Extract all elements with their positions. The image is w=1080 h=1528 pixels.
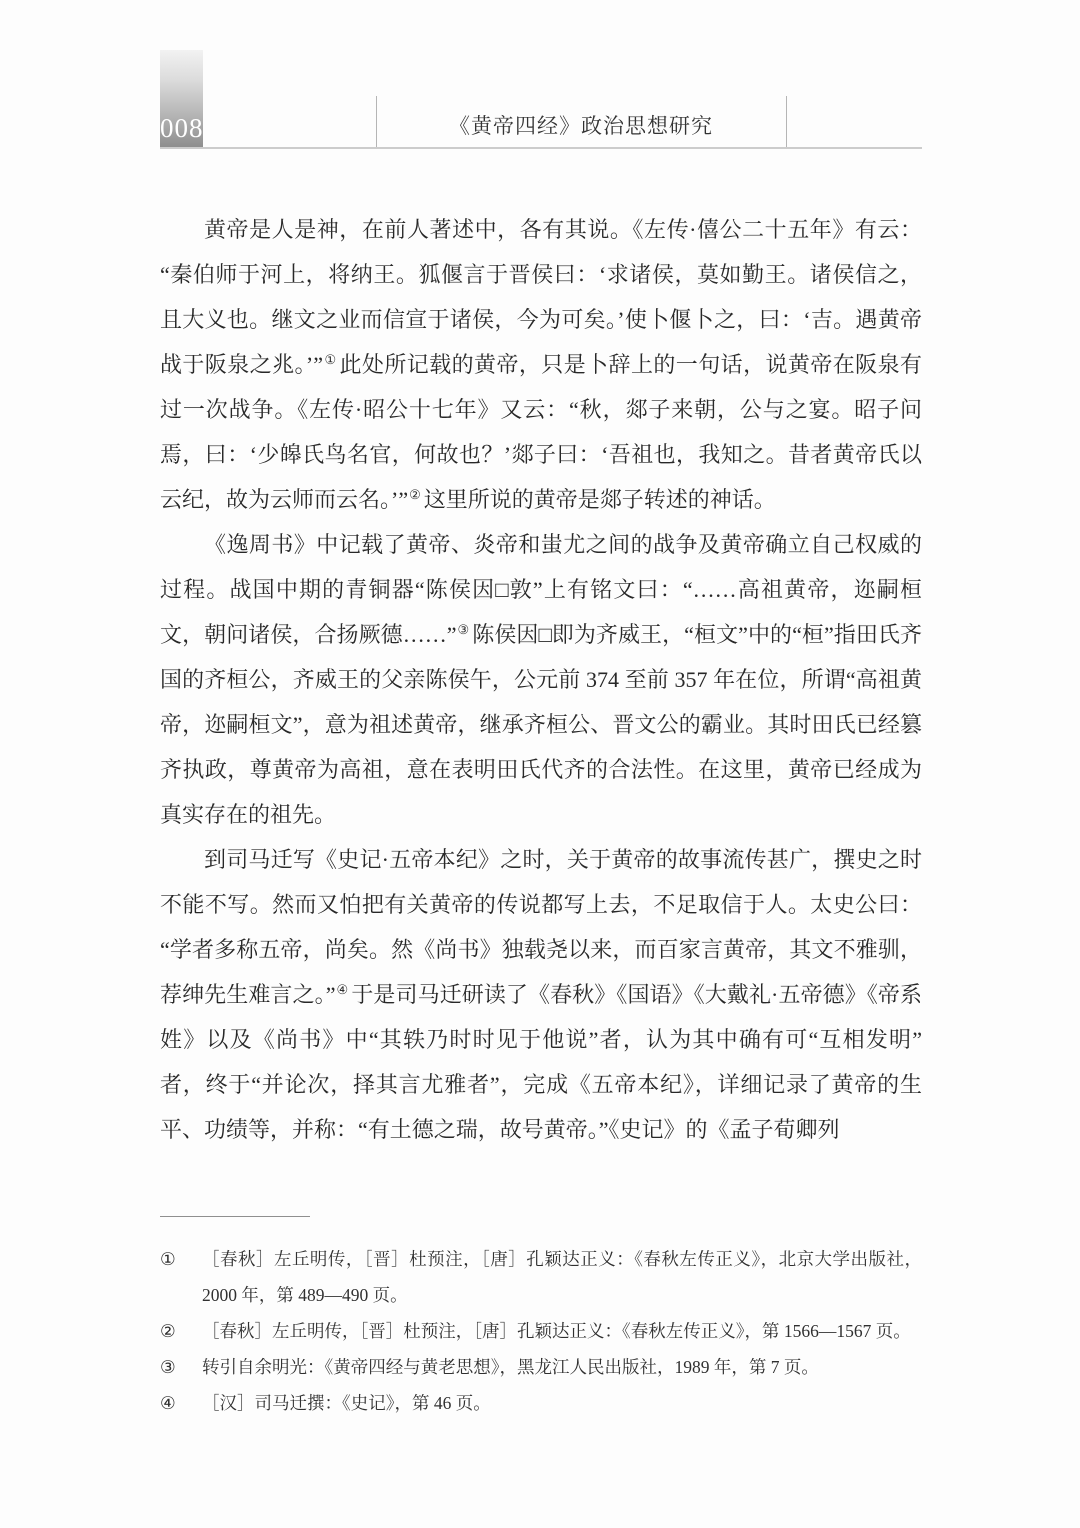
header-tick-right: [786, 96, 787, 147]
footnote-item: [160, 1349, 922, 1385]
footnote-list: [160, 1241, 922, 1421]
footnote-text: 转引自余明光：《黄帝四经与黄老思想》，黑龙江人民出版社，1989 年，第 7 页。: [202, 1357, 819, 1377]
footnote-ref: ③: [457, 621, 470, 637]
footnote-text: ［汉］司马迁撰：《史记》，第 46 页。: [202, 1393, 491, 1413]
footnotes-section: [160, 1216, 922, 1421]
footnote-ref: ④: [336, 981, 349, 997]
paragraph: 《逸周书》中记载了黄帝、炎帝和蚩尤之间的战争及黄帝确立自己权威的过程。战国中期的青铜器“陈侯因□敦”上有铭文曰：“……高祖黄帝，迩嗣桓文，朝问诸侯，合扬厥德……”③ 陈侯因□即为齐威王，“桓文”中的“桓”指田氏齐国的齐桓公，齐威王的父亲陈侯午，公元前 374 至前 357 年在位，所谓“高祖黄帝，迩嗣桓文”，意为祖述黄帝，继承齐桓公、晋文公的霸业。其时田氏已经篡齐执政，尊黄帝为高祖，意在表明田氏代齐的合法性。在这里，黄帝已经成为真实存在的祖先。: [160, 532, 922, 827]
header-rule: [160, 147, 922, 149]
footnote-marker: ④: [160, 1393, 176, 1413]
footnote-item: [160, 1385, 922, 1421]
footnote-text: ［春秋］左丘明传，［晋］杜预注，［唐］孔颖达正义：《春秋左传正义》，北京大学出版社，2000 年，第 489—490 页。: [202, 1249, 922, 1305]
footnote-item: [160, 1241, 922, 1313]
footnote-text: ［春秋］左丘明传，［晋］杜预注，［唐］孔颖达正义：《春秋左传正义》，第 1566—1567 页。: [202, 1321, 911, 1341]
running-title: 《黄帝四经》政治思想研究: [449, 114, 713, 138]
page-number-bar: [160, 50, 203, 148]
body-text: [160, 207, 922, 1152]
footnote-marker: ③: [160, 1357, 176, 1377]
footnote-item: [160, 1313, 922, 1349]
footnote-ref: ①: [324, 351, 337, 367]
footnote-marker: ②: [160, 1321, 176, 1341]
footnote-separator: [160, 1216, 310, 1217]
paragraph: 黄帝是人是神，在前人著述中，各有其说。《左传·僖公二十五年》有云：“秦伯师于河上，将纳王。狐偃言于晋侯曰：‘求诸侯，莫如勤王。诸侯信之，且大义也。继文之业而信宣于诸侯，今为可矣。’使卜偃卜之，曰：‘吉。遇黄帝战于阪泉之兆。’”① 此处所记载的黄帝，只是卜辞上的一句话，说黄帝在阪泉有过一次战争。《左传·昭公十七年》又云：“秋，郯子来朝，公与之宴。昭子问焉，曰：‘少皞氏鸟名官，何故也？’郯子曰：‘吾祖也，我知之。昔者黄帝氏以云纪，故为云师而云名。’”② 这里所说的黄帝是郯子转述的神话。: [160, 217, 922, 512]
page-number: 008: [160, 113, 204, 143]
footnote-marker: ①: [160, 1249, 176, 1269]
footnote-ref: ②: [409, 486, 421, 502]
paragraph: 到司马迁写《史记·五帝本纪》之时，关于黄帝的故事流传甚广，撰史之时不能不写。然而又怕把有关黄帝的传说都写上去，不足取信于人。太史公曰：“学者多称五帝，尚矣。然《尚书》独载尧以来，而百家言黄帝，其文不雅驯，荐绅先生难言之。”④ 于是司马迁研读了《春秋》《国语》《大戴礼·五帝德》《帝系姓》以及《尚书》中“其轶乃时时见于他说”者，认为其中确有可“互相发明”者，终于“并论次，择其言尤雅者”，完成《五帝本纪》，详细记录了黄帝的生平、功绩等，并称：“有土德之瑞，故号黄帝。”《史记》的《孟子荀卿列: [160, 847, 923, 1142]
